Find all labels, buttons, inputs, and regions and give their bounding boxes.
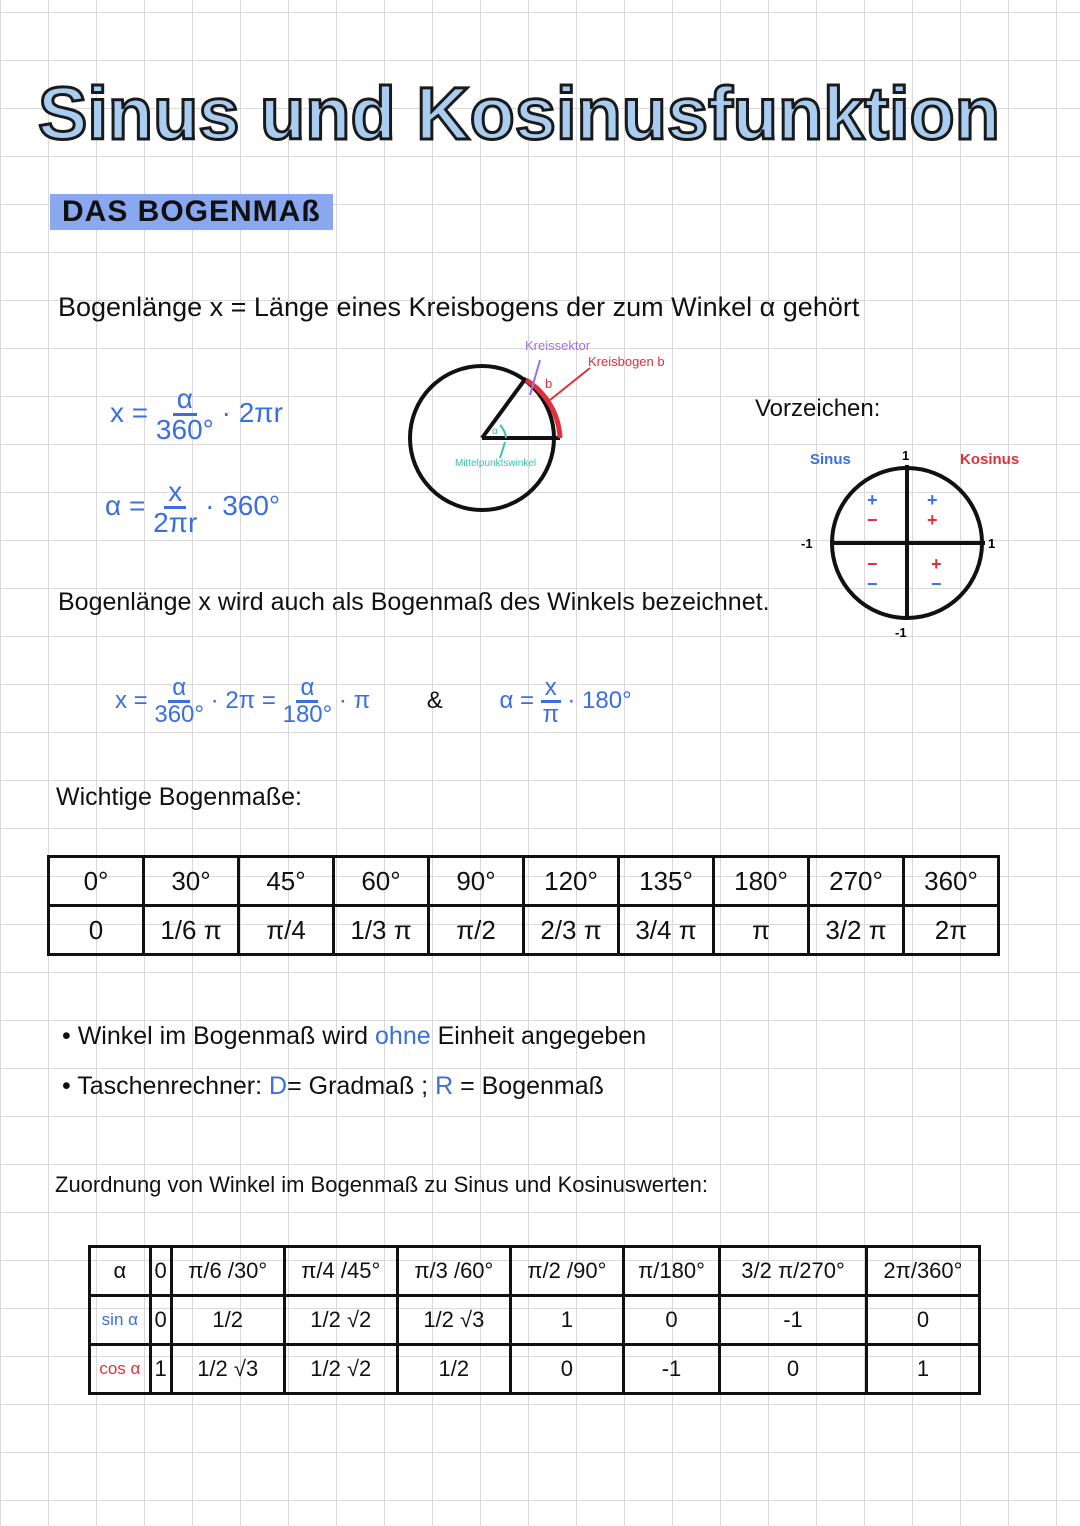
cos-cell: 0 xyxy=(510,1345,623,1394)
q2-cos-sign: − xyxy=(867,510,878,530)
q3-cos-sign: − xyxy=(867,554,878,574)
sin-cell: 1/2 xyxy=(171,1296,284,1345)
degree-cell: 45° xyxy=(239,857,334,906)
degree-cell: 0° xyxy=(49,857,144,906)
sin-cell: 0 xyxy=(866,1296,979,1345)
radian-cell: 2π xyxy=(904,906,999,955)
sin-cos-table xyxy=(88,1245,981,1395)
axis-label-top: 1 xyxy=(902,448,910,463)
degree-cell: 30° xyxy=(144,857,239,906)
b-label: b xyxy=(545,376,553,391)
assignment-heading: Zuordnung von Winkel im Bogenmaß zu Sinus und Kosinuswerten: xyxy=(55,1172,709,1197)
bogenmass-statement: Bogenlänge x wird auch als Bogenmaß des Winkels bezeichnet. xyxy=(58,588,770,616)
q1-sin-sign: + xyxy=(927,490,938,510)
radian-cell: 1/3 π xyxy=(334,906,429,955)
sin-cell: 1/2 √3 xyxy=(397,1296,510,1345)
alpha-cell: π/180° xyxy=(623,1247,719,1296)
signs-title: Vorzeichen: xyxy=(755,395,881,422)
radian-cell: 1/6 π xyxy=(144,906,239,955)
sin-cell: -1 xyxy=(720,1296,867,1345)
sinus-label: Sinus xyxy=(810,451,851,468)
cos-cell: 1/2 √3 xyxy=(171,1345,284,1394)
cos-cell: 1/2 √2 xyxy=(284,1345,397,1394)
alpha-cell: 2π/360° xyxy=(866,1247,979,1296)
alpha-cell: π/6 /30° xyxy=(171,1247,284,1296)
q3-sin-sign: − xyxy=(867,574,878,594)
sin-cell: 0 xyxy=(150,1296,171,1345)
axis-label-left: -1 xyxy=(801,536,813,551)
center-angle-label: Mittelpunktswinkel xyxy=(455,458,537,469)
alpha-cell: π/3 /60° xyxy=(397,1247,510,1296)
degree-cell: 360° xyxy=(904,857,999,906)
formula-x: x = $\frac{\alpha}{360^\circ}$ · 2πr xyxy=(110,383,283,445)
cos-cell: 0 xyxy=(720,1345,867,1394)
alpha-cell: 3/2 π/270° xyxy=(720,1247,867,1296)
q1-cos-sign: + xyxy=(927,510,938,530)
degree-cell: 90° xyxy=(429,857,524,906)
kosinus-label: Kosinus xyxy=(960,451,1020,468)
bullet-1: • Winkel im Bogenmaß wird ohne Einheit angegeben xyxy=(62,1022,647,1050)
radian-cell: π xyxy=(714,906,809,955)
q2-sin-sign: + xyxy=(867,490,878,510)
degree-cell: 270° xyxy=(809,857,904,906)
circle-sector-diagram xyxy=(400,330,700,520)
q4-cos-sign: + xyxy=(931,554,942,574)
definition: Bogenlänge x = Länge eines Kreisbogens der zum Winkel α gehört xyxy=(58,292,860,322)
sin-cell: 0 xyxy=(623,1296,719,1345)
conversion-formulas: x = $\frac{\alpha}{360^\circ}$ · 2π = $\frac{\alpha}{180^\circ}$ · π & α = $\frac{x}{\pi}$ · 180° xyxy=(115,674,632,728)
sin-cell: sin α xyxy=(90,1296,151,1345)
angle-label: α xyxy=(492,426,498,437)
radian-cell: 3/4 π xyxy=(619,906,714,955)
degree-cell: 120° xyxy=(524,857,619,906)
radian-cell: 3/2 π xyxy=(809,906,904,955)
degree-cell: 135° xyxy=(619,857,714,906)
cos-cell: 1 xyxy=(150,1345,171,1394)
arc-label: Kreisbogen b xyxy=(588,354,665,369)
degree-cell: 180° xyxy=(714,857,809,906)
page-title: Sinus und Kosinusfunktion xyxy=(38,72,1000,155)
sin-cell: 1/2 √2 xyxy=(284,1296,397,1345)
radian-cell: 0 xyxy=(49,906,144,955)
sector-label: Kreissektor xyxy=(525,338,591,353)
axis-label-right: 1 xyxy=(988,536,996,551)
alpha-cell: α xyxy=(90,1247,151,1296)
bogenmass-table xyxy=(47,855,1000,956)
cos-cell: -1 xyxy=(623,1345,719,1394)
radian-cell: π/2 xyxy=(429,906,524,955)
formula-alpha: α = $\frac{x}{2\pi r}$ · 360° xyxy=(105,476,281,538)
axis-label-bottom: -1 xyxy=(895,625,907,640)
radian-cell: 2/3 π xyxy=(524,906,619,955)
alpha-cell: 0 xyxy=(150,1247,171,1296)
alpha-cell: π/2 /90° xyxy=(510,1247,623,1296)
sin-cell: 1 xyxy=(510,1296,623,1345)
cos-cell: 1 xyxy=(866,1345,979,1394)
degree-cell: 60° xyxy=(334,857,429,906)
sign-circle xyxy=(795,440,1035,645)
radian-cell: π/4 xyxy=(239,906,334,955)
section-heading: DAS BOGENMAß xyxy=(50,194,333,230)
important-heading: Wichtige Bogenmaße: xyxy=(56,783,302,811)
alpha-cell: π/4 /45° xyxy=(284,1247,397,1296)
q4-sin-sign: − xyxy=(931,574,942,594)
cos-cell: cos α xyxy=(90,1345,151,1394)
bullet-2: • Taschenrechner: D= Gradmaß ; R = Bogenmaß xyxy=(62,1072,604,1100)
cos-cell: 1/2 xyxy=(397,1345,510,1394)
